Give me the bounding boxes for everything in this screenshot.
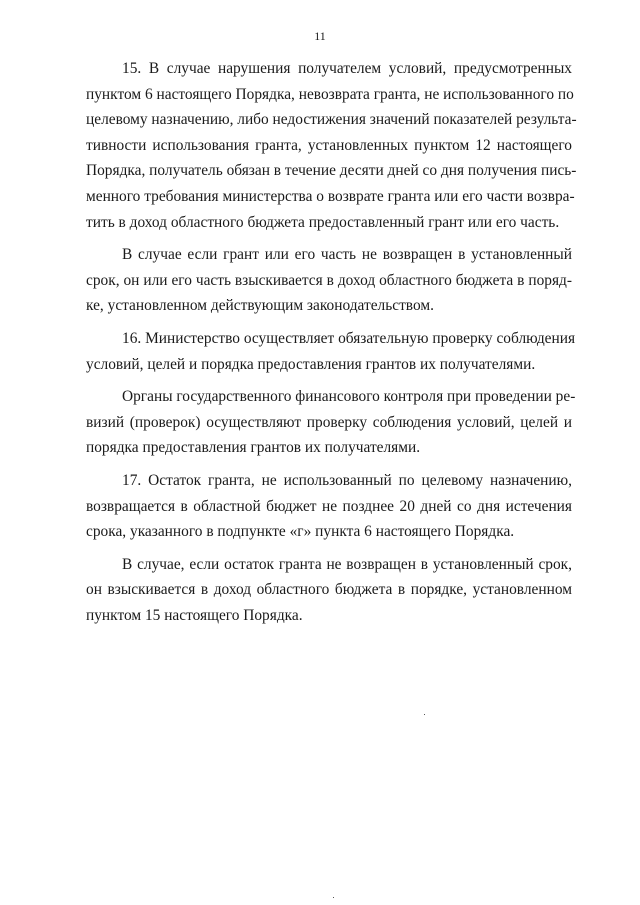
- text-line: возвращается в областной бюджет не позднее 20 дней со дня истечения: [86, 497, 572, 515]
- text-line: 15. В случае нарушения получателем условий, предусмотренных: [122, 60, 572, 77]
- paragraph-17: [86, 468, 572, 545]
- text-line: визий (проверок) осуществляют проверку соблюдения условий, целей и: [86, 413, 572, 431]
- paragraph-15-refund-deadline: [86, 242, 572, 319]
- text-line: пунктом 6 настоящего Порядка, невозврата гранта, не использованного по: [86, 85, 574, 103]
- text-line: он взыскивается в доход областного бюджета в порядке, установленном: [86, 581, 572, 599]
- text-line: срок, он или его часть взыскивается в доход областного бюджета в поряд-: [86, 271, 572, 289]
- text-line: В случае, если остаток гранта не возвращен в установленный срок,: [122, 555, 572, 573]
- text-line: целевому назначению, либо недостижения значений показателей результа-: [86, 111, 577, 129]
- document-body: [86, 56, 577, 635]
- paragraph-15: [86, 56, 577, 235]
- text-line: менного требования министерства о возврате гранта или его части возвра-: [86, 187, 575, 205]
- text-line: В случае если грант или его часть не возвращен в установленный: [122, 246, 572, 264]
- text-line: условий, целей и порядка предоставления грантов их получателями.: [86, 355, 536, 373]
- paragraph-17-recovery: [86, 552, 572, 629]
- text-line: 16. Министерство осуществляет обязательную проверку соблюдения: [122, 329, 576, 347]
- paragraph-16: [86, 326, 576, 377]
- text-line: Органы государственного финансового контроля при проведении ре-: [122, 388, 576, 406]
- text-line: тить в доход областного бюджета предоставленный грант или его часть.: [86, 213, 560, 231]
- text-line: Порядка, получатель обязан в течение десяти дней со дня получения пись-: [86, 162, 577, 180]
- scan-speck: [424, 714, 425, 715]
- text-line: срока, указанного в подпункте «г» пункта 6 настоящего Порядка.: [86, 523, 515, 541]
- text-line: тивности использования гранта, установленных пунктом 12 настоящего: [86, 136, 572, 154]
- page-number: 11: [314, 29, 326, 43]
- scan-speck: [333, 897, 334, 898]
- text-line: порядка предоставления грантов их получателями.: [86, 439, 421, 457]
- text-line: ке, установленном действующим законодательством.: [86, 297, 434, 315]
- text-line: пунктом 15 настоящего Порядка.: [86, 606, 303, 624]
- text-line: 17. Остаток гранта, не использованный по целевому назначению,: [122, 471, 572, 489]
- paragraph-16-financial-control: [86, 384, 576, 461]
